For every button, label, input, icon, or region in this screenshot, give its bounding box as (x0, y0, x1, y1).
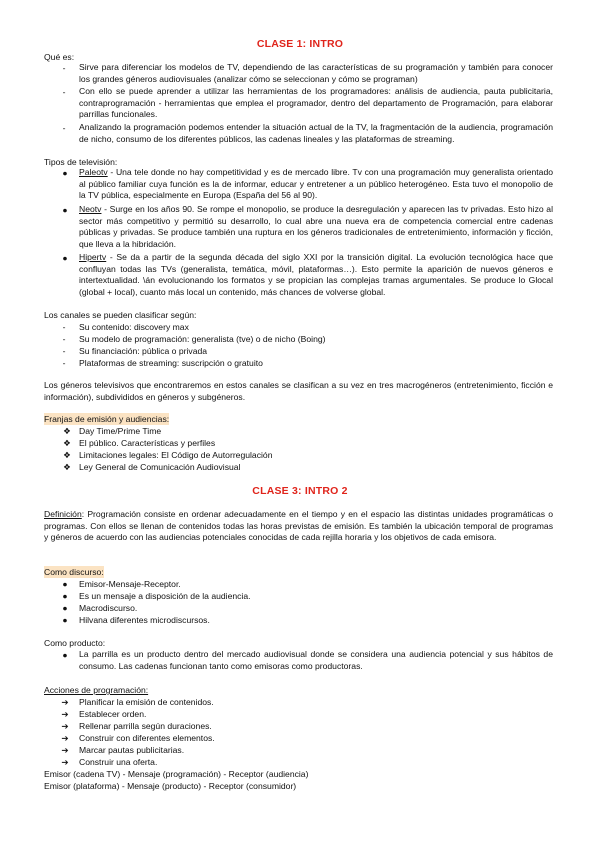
diamond-bullet-2: ❖ (63, 438, 71, 448)
paleotv-term: Paleotv (79, 167, 108, 177)
paleotv-text: - Una tele donde no hay competitividad y es de mercado libre. Tv con una programación muy generalista orientado al público familiar cuya función es la de informar, educar y entretener a un público heterogéneo. Esta tuvo el monopolio de la TV pública, especialmente en Europa (España del 56 al 90). (79, 167, 553, 201)
hipertv-term: Hipertv (79, 252, 107, 262)
dash-bullet-5: - (62, 334, 66, 344)
franjas-item-2: El público. Características y perfiles (79, 438, 216, 448)
circle-bullet-1: ● (62, 168, 68, 178)
discurso-item-1: Emisor-Mensaje-Receptor. (79, 579, 181, 589)
arrow-bullet-2: ➔ (61, 709, 69, 719)
discurso-item-3: Macrodiscurso. (79, 603, 138, 613)
arrow-bullet-4: ➔ (61, 733, 69, 743)
definicion-paragraph (44, 509, 553, 544)
neotv-text: - Surge en los años 90. Se rompe el monopolio, se produce la desregulación y aparecen las tv privadas. Esto hizo al sector más competitivo y permitió su desarrollo, lo cual abre una nueva era de competencia comercial entre cadenas públicas y privadas. Se produce también una ruptura en los géneros tradicionales de entretenimiento, información y ficción, que lleva a la hibridación. (79, 204, 553, 249)
acciones-item-5: Marcar pautas publicitarias. (79, 745, 185, 755)
producto-item-1: La parrilla es un producto dentro del mercado audiovisual donde se considera una audiencia potencial y sus hábitos de consumo. Las cadenas funcionan tanto como emisoras como productoras. (79, 649, 553, 671)
diamond-bullet-3: ❖ (63, 450, 71, 460)
que-es-item-3: Analizando la programación podemos entender la situación actual de la TV, la fragmentación de la audiencia, programación de nicho, consumo de los diferentes públicos, las cadenas lineales y las plataformas de streaming. (79, 122, 553, 144)
franjas-label: Franjas de emisión y audiencias: (44, 414, 170, 424)
canales-item-1: Su contenido: discovery max (79, 322, 189, 332)
arrow-bullet-3: ➔ (61, 721, 69, 731)
section-title-clase-3: CLASE 3: INTRO 2 (252, 485, 348, 497)
arrow-bullet-1: ➔ (61, 697, 69, 707)
tipos-label: Tipos de televisión: (44, 157, 118, 167)
circle-bullet-7: ● (62, 615, 68, 625)
que-es-item-2: Con ello se puede aprender a utilizar las herramientas de los programadores: análisis de audiencia, pauta publicitaria, contraprogramación - herramientas que emplea el programador, dentro del departamento de Programación, para elaborar parrillas funcionales. (79, 86, 553, 120)
diamond-bullet-4: ❖ (63, 462, 71, 472)
emisor-line-1: Emisor (cadena TV) - Mensaje (programación) - Receptor (audiencia) (44, 769, 309, 779)
tipos-item-neotv (79, 204, 553, 250)
franjas-item-1: Day Time/Prime Time (79, 426, 162, 436)
que-es-label: Qué es: (44, 52, 75, 62)
acciones-item-1: Planificar la emisión de contenidos. (79, 697, 214, 707)
acciones-label: Acciones de programación: (44, 685, 149, 695)
dash-bullet-4: - (62, 322, 66, 332)
circle-bullet-6: ● (62, 603, 68, 613)
acciones-item-3: Rellenar parrilla según duraciones. (79, 721, 212, 731)
discurso-label: Como discurso: (44, 567, 104, 577)
circle-bullet-5: ● (62, 591, 68, 601)
arrow-bullet-5: ➔ (61, 745, 69, 755)
tipos-item-hipertv (79, 252, 553, 298)
acciones-item-4: Construir con diferentes elementos. (79, 733, 215, 743)
acciones-item-2: Establecer orden. (79, 709, 147, 719)
definicion-label: Definición (44, 509, 82, 519)
definicion-text: : Programación consiste en ordenar adecuadamente en el tiempo y en el espacio las distintas unidades programáticas o programas. Con ellos se llenan de contenidos todas las horas previstas de emisión. Es también la ubicación temporal de programas y géneros de acuerdo con las audiencias potenciales conocidas de cada rejilla horaria y los objetivos de cada emisora. (44, 509, 553, 543)
neotv-term: Neotv (79, 204, 102, 214)
dash-bullet-7: - (62, 358, 66, 368)
franjas-item-3: Limitaciones legales: El Código de Autorregulación (79, 450, 273, 460)
circle-bullet-8: ● (62, 650, 68, 660)
dash-bullet-6: - (62, 346, 66, 356)
producto-label: Como producto: (44, 638, 106, 648)
emisor-line-2: Emisor (plataforma) - Mensaje (producto) - Receptor (consumidor) (44, 781, 297, 791)
circle-bullet-2: ● (62, 205, 68, 215)
dash-bullet-3: - (62, 123, 66, 133)
diamond-bullet-1: ❖ (63, 426, 71, 436)
discurso-item-4: Hilvana diferentes microdiscursos. (79, 615, 210, 625)
circle-bullet-3: ● (62, 253, 68, 263)
generos-paragraph: Los géneros televisivos que encontraremos en estos canales se clasifican a su vez en tres macrogéneros (entretenimiento, ficción e información), subdivididos en géneros y subgéneros. (44, 380, 553, 402)
hipertv-text: - Se da a partir de la segunda década del siglo XXI por la transición digital. La evolución tecnológica hace que confluyan todas las TVs (generalista, temática, móvil, plataformas…). Esto permite la aparición de nuevos géneros e intertextualidad. \án evolucionando los formatos y se propician las complejas tramas argumentales. Se produce lo Glocal (global + local), cuanto más local un contenido, más chances de volverse global. (79, 252, 553, 297)
canales-item-4: Plataformas de streaming: suscripción o gratuito (79, 358, 263, 368)
discurso-item-2: Es un mensaje a disposición de la audiencia. (79, 591, 251, 601)
canales-item-3: Su financiación: pública o privada (79, 346, 208, 356)
canales-label: Los canales se pueden clasificar según: (44, 310, 197, 320)
section-title-clase-1: CLASE 1: INTRO (256, 38, 344, 50)
dash-bullet-1: - (62, 63, 66, 73)
circle-bullet-4: ● (62, 579, 68, 589)
franjas-item-4: Ley General de Comunicación Audiovisual (79, 462, 241, 472)
acciones-item-6: Construir una oferta. (79, 757, 158, 767)
canales-item-2: Su modelo de programación: generalista (tve) o de nicho (Boing) (79, 334, 326, 344)
dash-bullet-2: - (62, 87, 66, 97)
que-es-item-1: Sirve para diferenciar los modelos de TV, dependiendo de las características de su programación y también para conocer los grandes géneros audiovisuales (analizar cómo se seleccionan y cómo se programan) (79, 62, 553, 84)
arrow-bullet-6: ➔ (61, 757, 69, 767)
tipos-item-paleotv (79, 167, 553, 202)
